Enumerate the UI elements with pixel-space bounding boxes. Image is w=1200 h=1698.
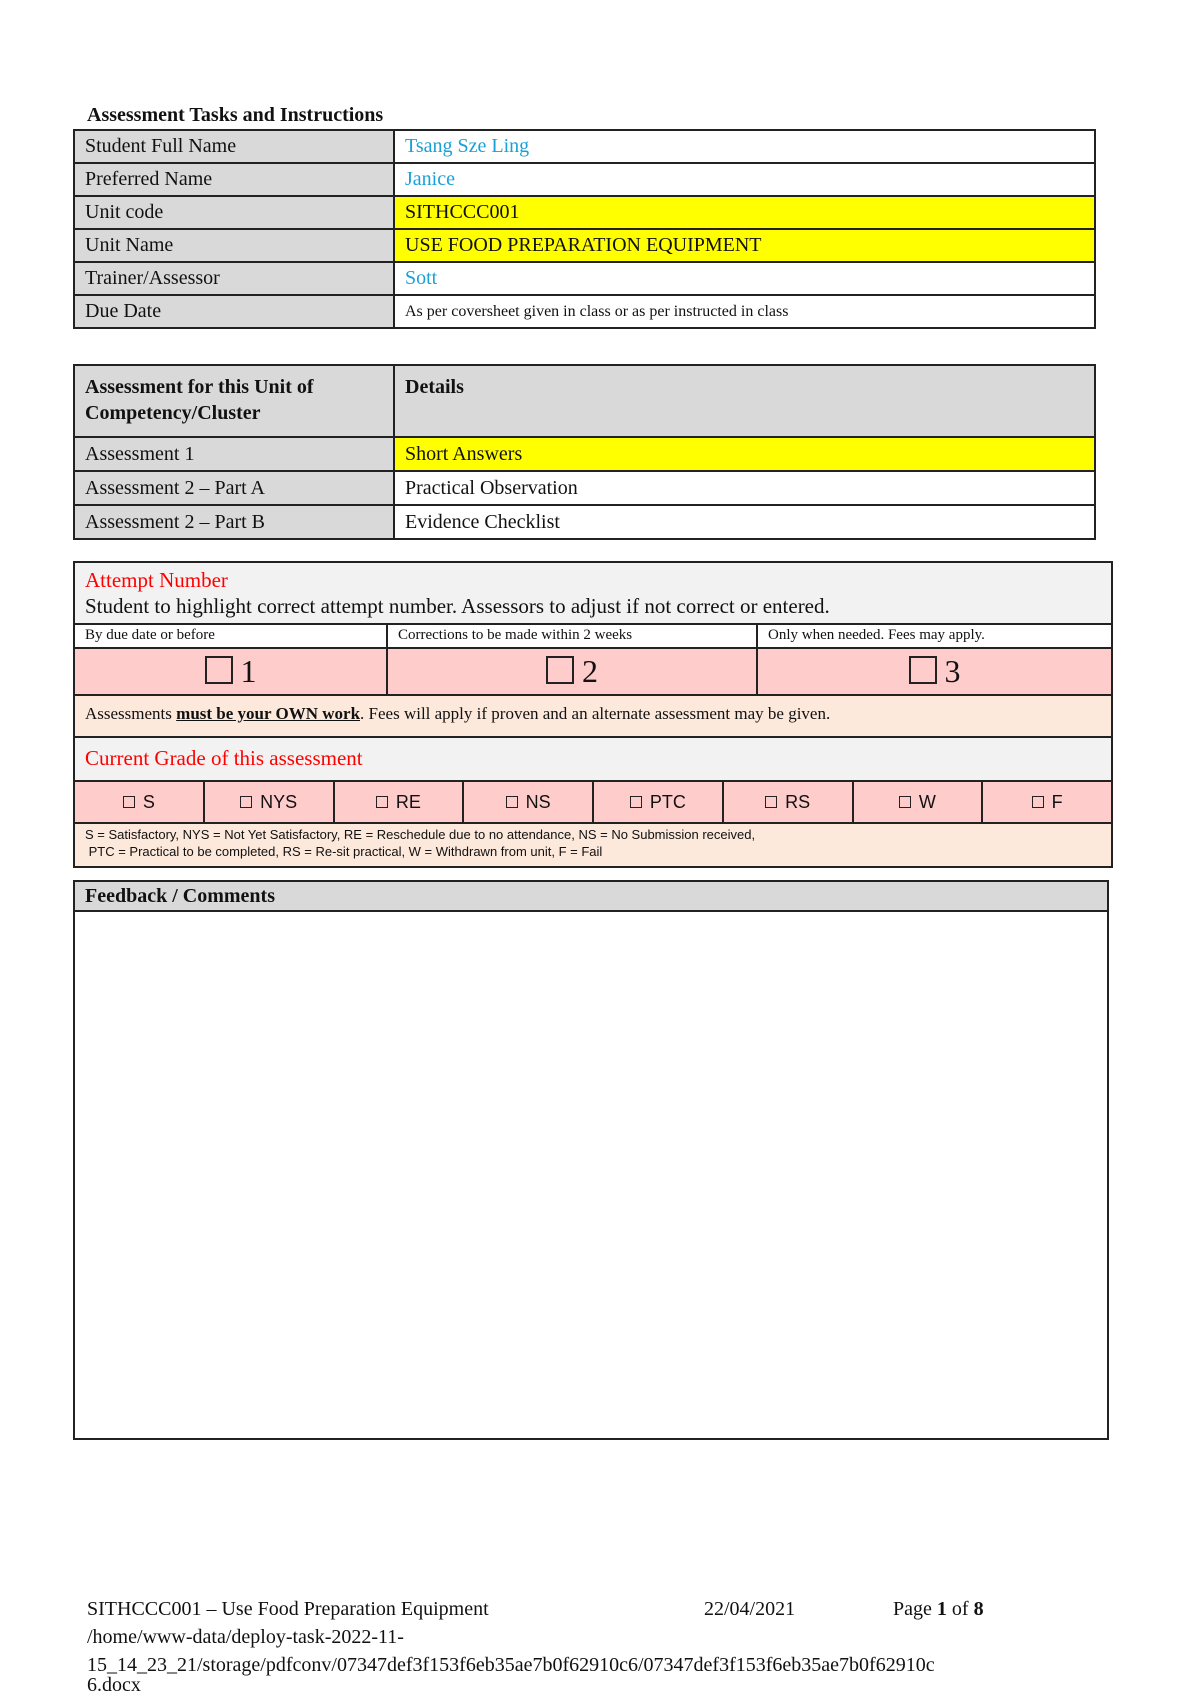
notice-text: Assessments <box>85 704 177 723</box>
grade-legend <box>75 824 1111 866</box>
attempt-caption: By due date or before <box>75 625 388 647</box>
feedback-title: Feedback / Comments <box>75 882 1107 912</box>
table-row <box>74 471 1095 505</box>
grade-option-re[interactable] <box>335 782 465 822</box>
footer-path-line: /home/www-data/deploy-task-2022-11- <box>87 1626 404 1648</box>
assessment-detail: Practical Observation <box>394 471 1095 505</box>
attempt-option-2[interactable] <box>388 649 758 694</box>
feedback-box[interactable] <box>73 880 1109 1440</box>
attempt-option-1[interactable] <box>75 649 388 694</box>
checkbox-icon[interactable] <box>765 796 777 808</box>
checkbox-icon[interactable] <box>240 796 252 808</box>
unit-code-value: SITHCCC001 <box>394 196 1095 229</box>
notice-text: . Fees will apply if proven and an alternate assessment may be given. <box>360 704 831 723</box>
page-current: 1 <box>936 1598 947 1620</box>
attempt-number: 1 <box>240 653 257 689</box>
attempt-number: 3 <box>944 653 961 689</box>
table-row <box>74 163 1095 196</box>
checkbox-icon[interactable] <box>546 656 574 684</box>
table-row <box>74 262 1095 295</box>
trainer-assessor-value: Sott <box>394 262 1095 295</box>
header-details: Details <box>394 365 1095 437</box>
table-row <box>74 196 1095 229</box>
row-label: Assessment 2 – Part A <box>74 471 394 505</box>
assessment-detail: Evidence Checklist <box>394 505 1095 539</box>
row-label: Trainer/Assessor <box>74 262 394 295</box>
checkbox-icon[interactable] <box>376 796 388 808</box>
checkbox-icon[interactable] <box>899 796 911 808</box>
preferred-name-value: Janice <box>394 163 1095 196</box>
legend-line: PTC = Practical to be completed, RS = Re-sit practical, W = Withdrawn from unit, F = Fail <box>85 844 603 859</box>
table-row <box>74 130 1095 163</box>
grade-title: Current Grade of this assessment <box>75 738 1111 782</box>
grade-label: RS <box>785 791 811 812</box>
table-row <box>74 295 1095 328</box>
row-label: Assessment 2 – Part B <box>74 505 394 539</box>
checkbox-icon[interactable] <box>909 656 937 684</box>
header-assessment: Assessment for this Unit of Competency/Cluster <box>74 365 394 437</box>
grade-option-ns[interactable] <box>464 782 594 822</box>
row-label: Student Full Name <box>74 130 394 163</box>
page-prefix: Page <box>893 1598 937 1620</box>
legend-line: S = Satisfactory, NYS = Not Yet Satisfactory, RE = Reschedule due to no attendance, NS = No Submission received, <box>85 827 756 842</box>
grade-option-nys[interactable] <box>205 782 335 822</box>
unit-name-value: USE FOOD PREPARATION EQUIPMENT <box>394 229 1095 262</box>
checkbox-icon[interactable] <box>123 796 135 808</box>
row-label: Assessment 1 <box>74 437 394 471</box>
page-of: of <box>946 1598 974 1620</box>
footer-doc-title: SITHCCC001 – Use Food Preparation Equipment <box>87 1598 489 1620</box>
checkbox-icon[interactable] <box>506 796 518 808</box>
attempt-header <box>75 563 1111 625</box>
footer-path-line: 6.docx <box>87 1674 141 1696</box>
footer-page-number <box>893 1596 984 1622</box>
row-label: Unit Name <box>74 229 394 262</box>
student-full-name-value: Tsang Sze Ling <box>394 130 1095 163</box>
attempt-title: Attempt Number <box>85 568 228 592</box>
grade-option-ptc[interactable] <box>594 782 724 822</box>
assessment-detail: Short Answers <box>394 437 1095 471</box>
checkbox-icon[interactable] <box>205 656 233 684</box>
grade-label: S <box>142 791 155 812</box>
student-info-table <box>73 129 1096 329</box>
grade-label: NS <box>525 791 551 812</box>
attempt-caption: Only when needed. Fees may apply. <box>768 627 985 643</box>
assessment-table <box>73 364 1096 540</box>
checkbox-icon[interactable] <box>1032 796 1044 808</box>
table-row <box>74 437 1095 471</box>
grade-option-w[interactable] <box>854 782 984 822</box>
attempt-option-3[interactable] <box>758 649 1111 694</box>
grade-label: W <box>918 791 936 812</box>
attempt-instruction: Student to highlight correct attempt number. Assessors to adjust if not correct or entered. <box>85 594 830 618</box>
section-title: Assessment Tasks and Instructions <box>87 104 384 126</box>
row-label: Unit code <box>74 196 394 229</box>
footer-date: 22/04/2021 <box>704 1598 796 1620</box>
attempt-number: 2 <box>582 653 598 689</box>
table-row <box>74 229 1095 262</box>
table-row <box>74 505 1095 539</box>
grade-option-f[interactable] <box>983 782 1111 822</box>
row-label: Preferred Name <box>74 163 394 196</box>
grade-label: PTC <box>649 791 686 812</box>
footer-path-line: 15_14_23_21/storage/pdfconv/07347def3f153f6eb35ae7b0f62910c6/07347def3f153f6eb35ae7b0f62910c <box>87 1654 935 1676</box>
grade-options <box>75 782 1111 824</box>
grade-option-s[interactable] <box>75 782 205 822</box>
attempt-grade-box <box>73 561 1113 868</box>
row-label: Due Date <box>74 295 394 328</box>
table-header-row <box>74 365 1095 437</box>
attempt-options <box>75 649 1111 696</box>
due-date-value: As per coversheet given in class or as per instructed in class <box>394 295 1095 328</box>
grade-label: F <box>1051 791 1063 812</box>
grade-label: NYS <box>260 791 298 812</box>
grade-label: RE <box>395 791 421 812</box>
checkbox-icon[interactable] <box>630 796 642 808</box>
notice-bold-text: must be your OWN work <box>176 704 361 723</box>
attempt-captions <box>75 625 1111 649</box>
own-work-notice <box>75 696 1111 738</box>
attempt-caption: Corrections to be made within 2 weeks <box>388 625 758 647</box>
page-total: 8 <box>973 1598 984 1620</box>
grade-option-rs[interactable] <box>724 782 854 822</box>
